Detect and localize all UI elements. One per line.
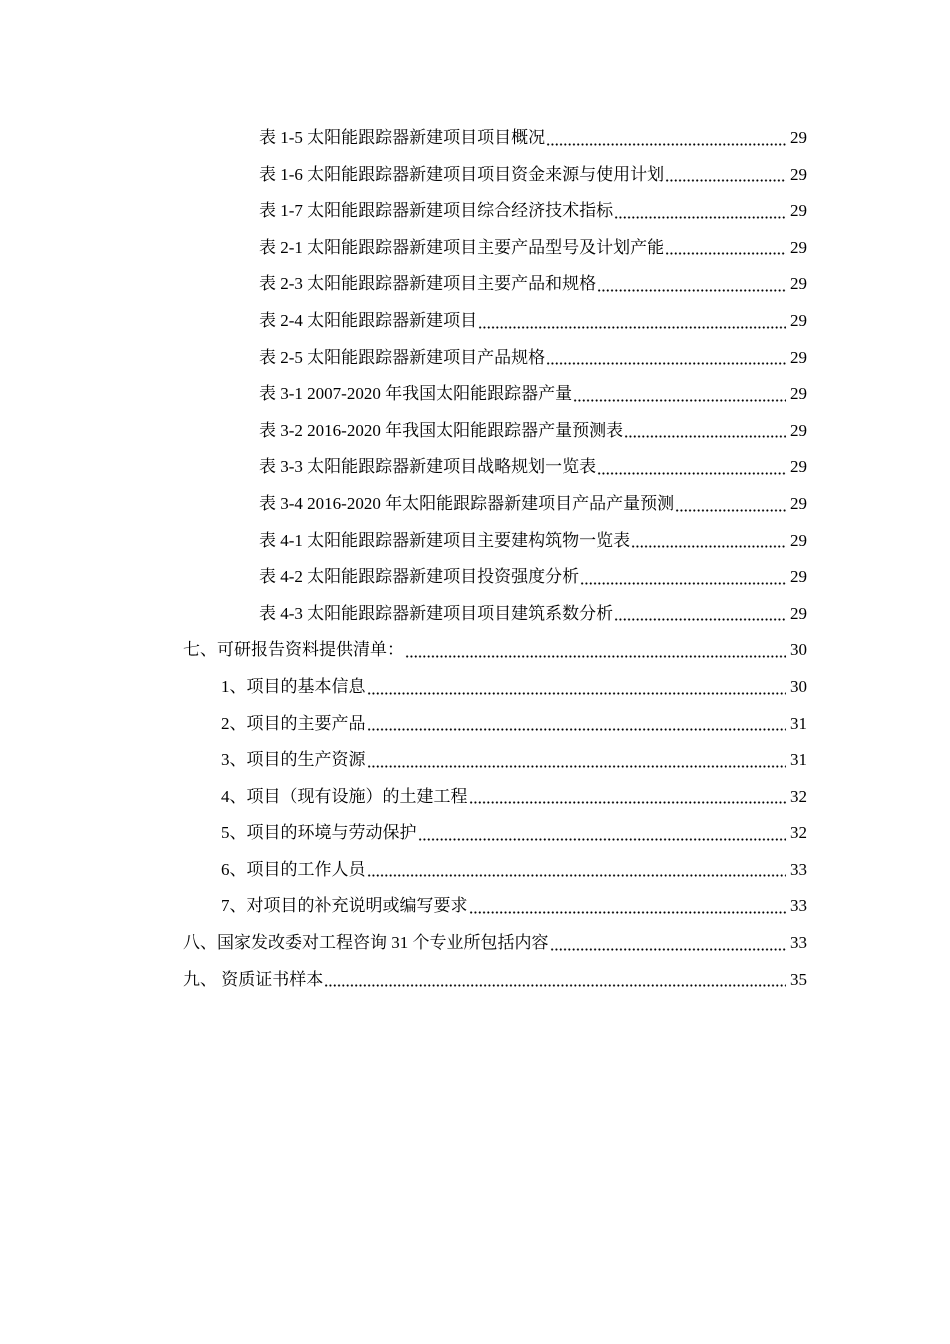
toc-entry[interactable] — [0, 632, 950, 669]
toc-entry-page: 33 — [790, 859, 807, 879]
toc-entry-page: 29 — [790, 164, 807, 184]
toc-entry[interactable] — [0, 706, 950, 743]
toc-entry-page: 29 — [790, 274, 807, 294]
toc-entry-page: 29 — [790, 237, 807, 257]
toc-dot-leader — [573, 399, 786, 402]
toc-entry-label: 表 4-1 太阳能跟踪器新建项目主要建构筑物一览表 — [259, 530, 631, 550]
toc-entry-label: 表 3-2 2016-2020 年我国太阳能跟踪器产量预测表 — [259, 420, 624, 440]
toc-entry-label: 表 2-5 太阳能跟踪器新建项目产品规格 — [259, 347, 546, 367]
toc-entry[interactable] — [0, 888, 950, 925]
toc-entry-page: 30 — [790, 676, 807, 696]
table-of-contents — [0, 120, 950, 998]
toc-entry-page: 29 — [790, 128, 807, 147]
toc-entry-page: 33 — [790, 933, 807, 953]
toc-entry-page: 29 — [790, 603, 807, 623]
toc-dot-leader — [418, 838, 787, 841]
toc-entry-label: 4、项目（现有设施）的土建工程 — [221, 786, 468, 806]
toc-entry-page: 29 — [790, 384, 807, 404]
toc-dot-leader — [675, 509, 786, 512]
toc-entry-label: 表 1-7 太阳能跟踪器新建项目综合经济技术指标 — [259, 201, 614, 221]
toc-dot-leader — [665, 179, 786, 182]
toc-dot-leader — [597, 472, 786, 475]
toc-entry-page: 31 — [790, 750, 807, 770]
toc-entry-page: 29 — [790, 457, 807, 477]
toc-entry-label: 表 3-4 2016-2020 年太阳能跟踪器新建项目产品产量预测 — [259, 493, 675, 513]
toc-dot-leader — [597, 289, 786, 292]
toc-dot-leader — [624, 435, 786, 438]
toc-entry-label: 九、 资质证书样本 — [183, 969, 324, 989]
toc-entry-label: 2、项目的主要产品 — [221, 713, 366, 733]
toc-entry-label: 七、可研报告资料提供清单： — [183, 640, 404, 660]
toc-entry-page: 29 — [790, 347, 807, 367]
toc-entry-label: 表 3-1 2007-2020 年我国太阳能跟踪器产量 — [259, 384, 573, 404]
toc-entry-page: 29 — [790, 567, 807, 587]
toc-entry-page: 33 — [790, 896, 807, 916]
toc-entry-page: 29 — [790, 201, 807, 221]
toc-dot-leader — [580, 582, 786, 585]
toc-dot-leader — [405, 655, 786, 658]
toc-entry-label: 表 1-6 太阳能跟踪器新建项目项目资金来源与使用计划 — [259, 164, 665, 184]
toc-entry-label: 表 2-3 太阳能跟踪器新建项目主要产品和规格 — [259, 274, 597, 294]
toc-entry-page: 32 — [790, 823, 807, 843]
toc-dot-leader — [665, 252, 786, 255]
toc-dot-leader — [367, 765, 787, 768]
toc-entry[interactable] — [0, 157, 950, 194]
toc-entry[interactable] — [0, 523, 950, 560]
toc-entry-label: 表 2-4 太阳能跟踪器新建项目 — [259, 310, 478, 330]
toc-entry[interactable] — [0, 779, 950, 816]
toc-entry-page: 31 — [790, 713, 807, 733]
toc-entry-page: 29 — [790, 530, 807, 550]
toc-entry[interactable] — [0, 340, 950, 377]
toc-entry[interactable] — [0, 230, 950, 267]
toc-entry[interactable] — [0, 193, 950, 230]
toc-entry-label: 5、项目的环境与劳动保护 — [221, 823, 417, 843]
toc-entry[interactable] — [0, 559, 950, 596]
toc-dot-leader — [367, 874, 787, 877]
toc-entry[interactable] — [0, 376, 950, 413]
toc-entry-page: 30 — [790, 640, 807, 660]
toc-dot-leader — [367, 692, 787, 695]
toc-entry-page: 29 — [790, 420, 807, 440]
toc-entry[interactable] — [0, 815, 950, 852]
toc-entry-label: 八、国家发改委对工程咨询 31 个专业所包括内容 — [183, 933, 549, 953]
toc-entry-label: 表 2-1 太阳能跟踪器新建项目主要产品型号及计划产能 — [259, 237, 665, 257]
toc-entry-page: 29 — [790, 310, 807, 330]
toc-entry[interactable] — [0, 669, 950, 706]
toc-entry-label: 表 3-3 太阳能跟踪器新建项目战略规划一览表 — [259, 457, 597, 477]
toc-entry-page: 35 — [790, 969, 807, 989]
toc-dot-leader — [546, 143, 786, 146]
toc-dot-leader — [546, 362, 786, 365]
toc-entry[interactable] — [0, 852, 950, 889]
toc-entry-label: 表 4-3 太阳能跟踪器新建项目项目建筑系数分析 — [259, 603, 614, 623]
toc-dot-leader — [478, 326, 786, 329]
toc-entry[interactable] — [0, 486, 950, 523]
toc-dot-leader — [550, 948, 787, 951]
toc-dot-leader — [631, 545, 786, 548]
toc-dot-leader — [614, 216, 786, 219]
toc-entry[interactable] — [0, 596, 950, 633]
toc-dot-leader — [469, 911, 787, 914]
toc-entry-label: 表 1-5 太阳能跟踪器新建项目项目概况 — [259, 128, 546, 147]
toc-entry-page: 29 — [790, 493, 807, 513]
toc-entry[interactable] — [0, 266, 950, 303]
toc-entry-label: 表 4-2 太阳能跟踪器新建项目投资强度分析 — [259, 567, 580, 587]
toc-entry[interactable] — [0, 925, 950, 962]
toc-entry-label: 7、对项目的补充说明或编写要求 — [221, 896, 468, 916]
toc-entry[interactable] — [0, 303, 950, 340]
toc-entry[interactable] — [0, 962, 950, 999]
toc-entry[interactable] — [0, 413, 950, 450]
toc-entry[interactable] — [0, 449, 950, 486]
toc-entry-label: 1、项目的基本信息 — [221, 676, 366, 696]
toc-entry-label: 6、项目的工作人员 — [221, 859, 366, 879]
toc-entry[interactable] — [0, 742, 950, 779]
toc-entry-label: 3、项目的生产资源 — [221, 750, 366, 770]
toc-entry[interactable] — [0, 120, 950, 157]
toc-dot-leader — [367, 728, 787, 731]
toc-dot-leader — [614, 618, 786, 621]
toc-dot-leader — [324, 984, 786, 987]
toc-entry-page: 32 — [790, 786, 807, 806]
toc-dot-leader — [469, 801, 787, 804]
